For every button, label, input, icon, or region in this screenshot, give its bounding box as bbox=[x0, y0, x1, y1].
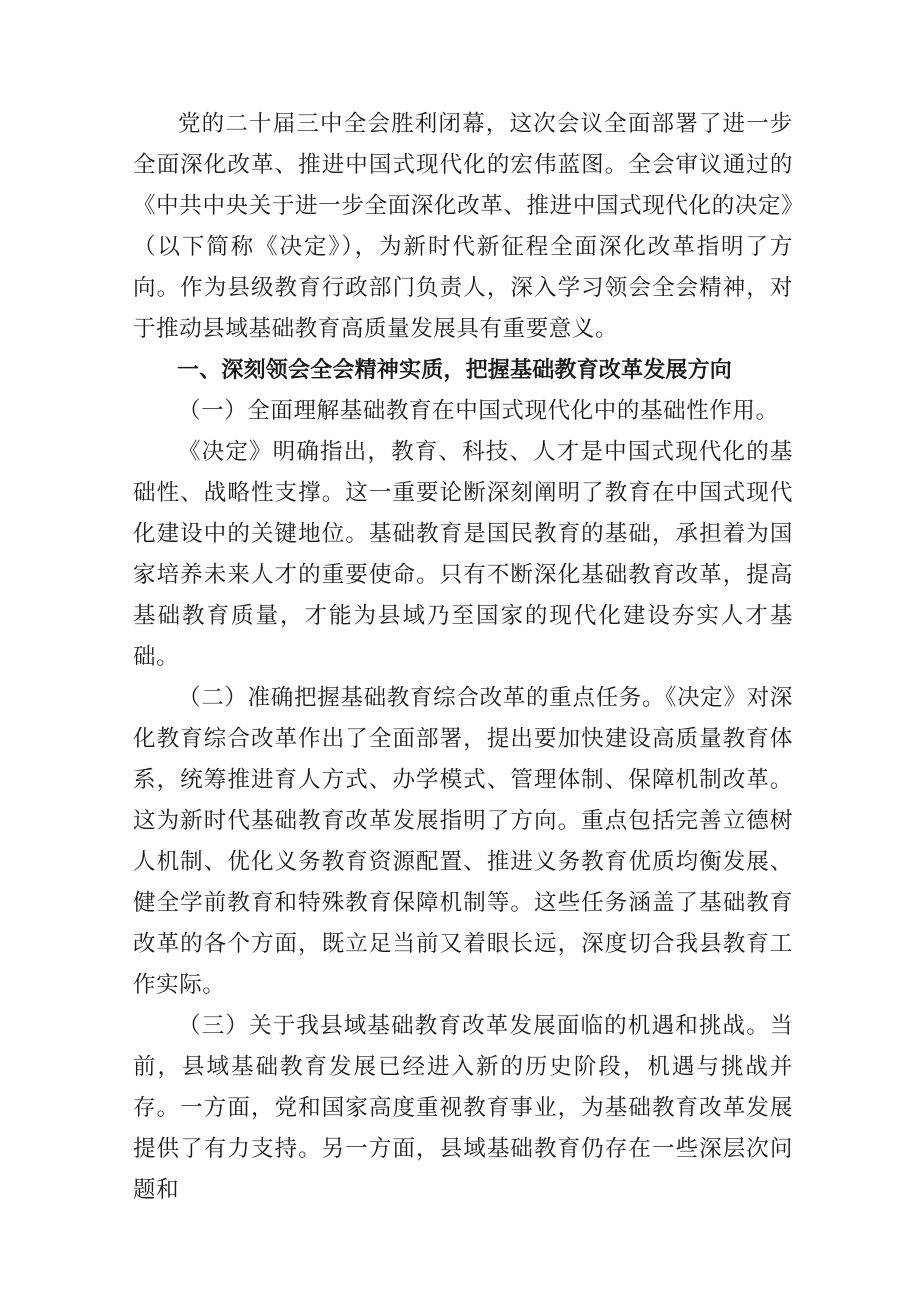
body-paragraph-3: （三）关于我县域基础教育改革发展面临的机遇和挑战。当前，县域基础教育发展已经进入新的历史阶段，机遇与挑战并存。一方面，党和国家高度重视教育事业，为基础教育改革发展提供了有力支持。另一方面，县域基础教育仍存在一些深层次问题和 bbox=[133, 1013, 793, 1203]
body-paragraph-2: （二）准确把握基础教育综合改革的重点任务。《决定》对深化教育综合改革作出了全面部署，提出要加快建设高质量教育体系，统筹推进育人方式、办学模式、管理体制、保障机制改革。这为新时代基础教育改革发展指明了方向。重点包括完善立德树人机制、优化义务教育资源配置、推进义务教育优质均衡发展、健全学前教育和特殊教育保障机制等。这些任务涵盖了基础教育改革的各个方面，既立足当前又着眼长远，深度切合我县教育工作实际。 bbox=[133, 685, 793, 998]
body-paragraph-1: 《决定》明确指出，教育、科技、人才是中国式现代化的基础性、战略性支撑。这一重要论断深刻阐明了教育在中国式现代化建设中的关键地位。基础教育是国民教育的基础，承担着为国家培养未来人才的重要使命。只有不断深化基础教育改革，提高基础教育质量，才能为县域乃至国家的现代化建设夯实人才基础。 bbox=[133, 439, 793, 670]
intro-paragraph: 党的二十届三中全会胜利闭幕，这次会议全面部署了进一步全面深化改革、推进中国式现代化的宏伟蓝图。全会审议通过的《中共中央关于进一步全面深化改革、推进中国式现代化的决定》（以下简称《决定》），为新时代新征程全面深化改革指明了方向。作为县级教育行政部门负责人，深入学习领会全会精神，对于推动县域基础教育高质量发展具有重要意义。 bbox=[133, 111, 793, 342]
subsection-title-1: （一）全面理解基础教育在中国式现代化中的基础性作用。 bbox=[178, 398, 779, 424]
section-heading-1: 一、深刻领会全会精神实质，把握基础教育改革发展方向 bbox=[177, 358, 733, 383]
document-body bbox=[133, 104, 793, 1211]
